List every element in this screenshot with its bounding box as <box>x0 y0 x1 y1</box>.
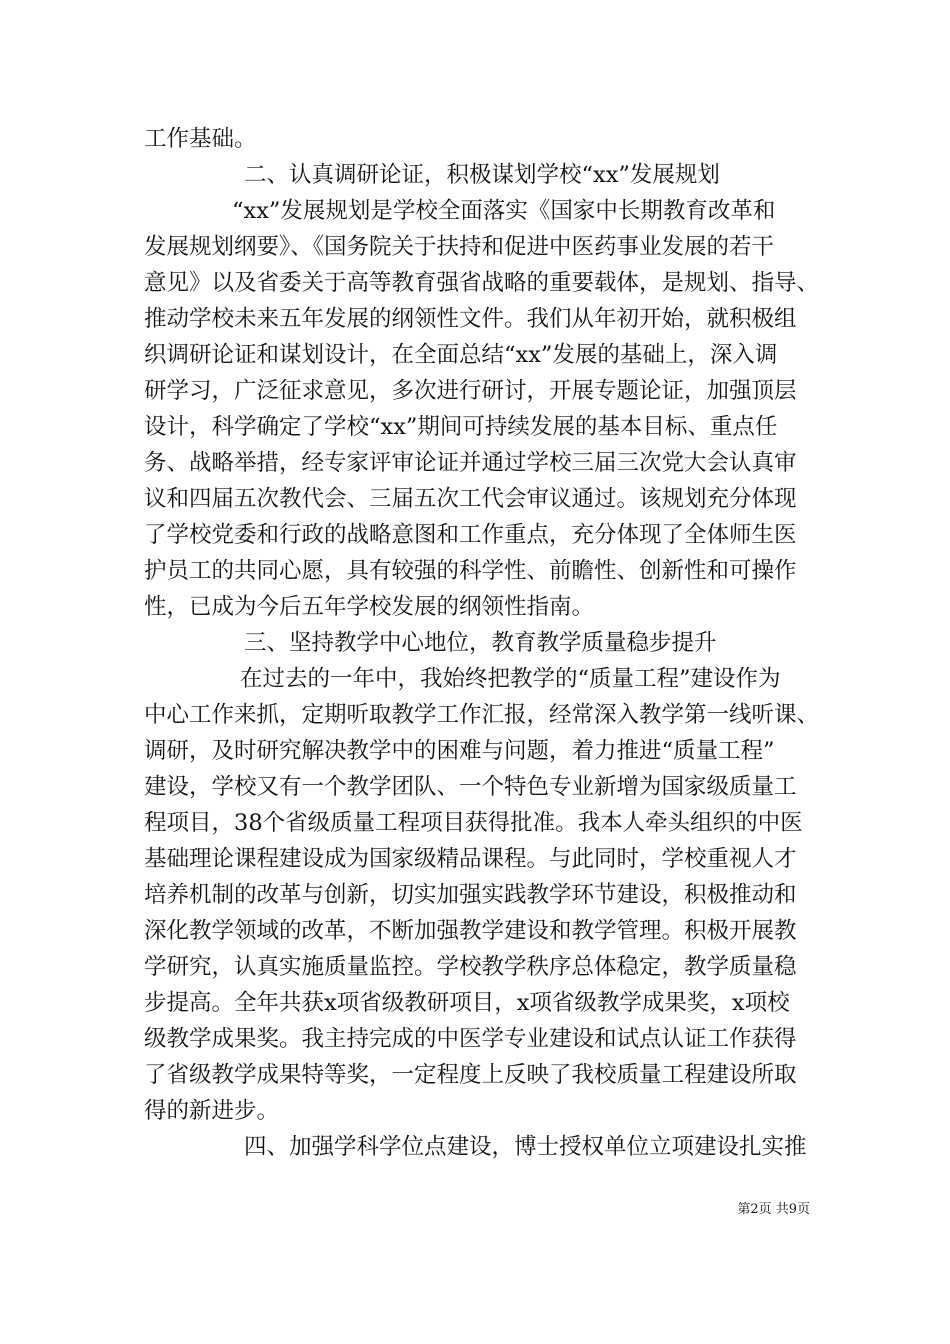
text-line: “xx”发展规划是学校全面落实《国家中长期教育改革和 <box>232 198 776 224</box>
text-line: 调研，及时研究解决教学中的困难与问题，着力推进“质量工程” <box>144 738 775 764</box>
text-line: 在过去的一年中，我始终把教学的“质量工程”建设作为 <box>240 666 781 692</box>
text-line: 议和四届五次教代会、三届五次工代会审议通过。该规划充分体现 <box>144 486 797 512</box>
text-line: 培养机制的改革与创新，切实加强实践教学环节建设，积极推动和 <box>144 882 797 908</box>
section-heading-2: 二、认真调研论证，积极谋划学校“xx”发展规划 <box>244 162 720 188</box>
text-line: 级教学成果奖。我主持完成的中医学专业建设和试点认证工作获得 <box>144 1026 797 1052</box>
text-line: 研学习，广泛征求意见，多次进行研讨，开展专题论证，加强顶层 <box>144 378 797 404</box>
text-line: 意见》以及省委关于高等教育强省战略的重要载体，是规划、指导、 <box>144 270 820 296</box>
text-line: 工作基础。 <box>144 126 257 152</box>
section-heading-3: 三、坚持教学中心地位，教育教学质量稳步提升 <box>244 630 717 656</box>
text-line: 推动学校未来五年发展的纲领性文件。我们从年初开始，就积极组 <box>144 306 797 332</box>
text-line: 织调研论证和谋划设计，在全面总结“xx”发展的基础上，深入调 <box>144 342 778 368</box>
text-line: 性，已成为今后五年学校发展的纲领性指南。 <box>144 594 595 620</box>
text-line: 护员工的共同心愿，具有较强的科学性、前瞻性、创新性和可操作 <box>144 558 797 584</box>
text-line: 务、战略举措，经专家评审论证并通过学校三届三次党大会认真审 <box>144 450 797 476</box>
text-line: 深化教学领域的改革，不断加强教学建设和教学管理。积极开展教 <box>144 918 797 944</box>
text-line: 基础理论课程建设成为国家级精品课程。与此同时，学校重视人才 <box>144 846 797 872</box>
text-line: 发展规划纲要》、《国务院关于扶持和促进中医药事业发展的若干 <box>144 234 775 260</box>
text-line: 了学校党委和行政的战略意图和工作重点，充分体现了全体师生医 <box>144 522 797 548</box>
section-heading-4: 四、加强学科学位点建设，博士授权单位立项建设扎实推 <box>244 1134 807 1160</box>
text-line: 得的新进步。 <box>144 1098 280 1124</box>
text-line: 设计，科学确定了学校“xx”期间可持续发展的基本目标、重点任 <box>144 414 778 440</box>
text-line: 程项目，38个省级质量工程项目获得批准。我本人牵头组织的中医 <box>144 810 803 836</box>
text-line: 中心工作来抓，定期听取教学工作汇报，经常深入教学第一线听课、 <box>144 702 820 728</box>
text-line: 步提高。全年共获x项省级教研项目，x项省级教学成果奖，x项校 <box>144 990 790 1016</box>
text-line: 学研究，认真实施质量监控。学校教学秩序总体稳定，教学质量稳 <box>144 954 797 980</box>
page-number-footer: 第2页 共9页 <box>737 1202 810 1217</box>
text-line: 了省级教学成果特等奖，一定程度上反映了我校质量工程建设所取 <box>144 1062 797 1088</box>
text-line: 建设，学校又有一个教学团队、一个特色专业新增为国家级质量工 <box>144 774 797 800</box>
